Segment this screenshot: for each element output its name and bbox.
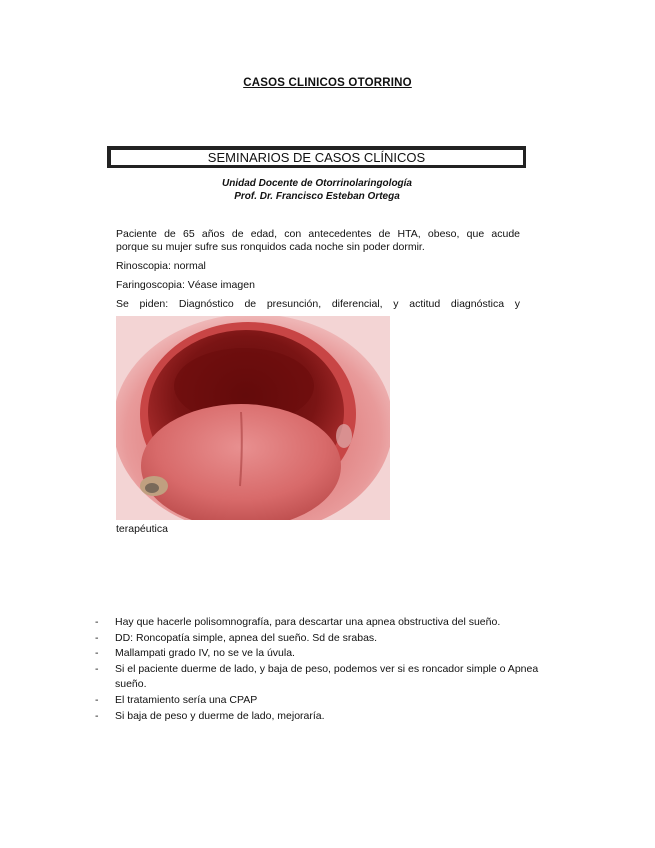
- bullet-dash: -: [95, 709, 99, 722]
- list-item: [93, 662, 563, 693]
- page-title: CASOS CLINICOS OTORRINO: [243, 77, 412, 89]
- finding-text: Si el paciente duerme de lado, y baja de peso, podemos ver si es roncador simple o Apnea sueño.: [115, 662, 539, 691]
- oral-cavity-image: [116, 316, 390, 520]
- list-item: [93, 646, 563, 662]
- findings-list: [93, 615, 563, 724]
- professor-subtitle: Prof. Dr. Francisco Esteban Ortega: [234, 191, 400, 202]
- finding-text: DD: Roncopatía simple, apnea del sueño. Sd de srabas.: [115, 631, 378, 644]
- finding-text: Si baja de peso y duerme de lado, mejoraría.: [115, 709, 325, 722]
- bullet-dash: -: [95, 662, 99, 675]
- seminar-header-box: [107, 146, 526, 168]
- pharyngoscopy-text: Faringoscopia: Véase imagen: [116, 279, 255, 291]
- case-presentation-line2: porque su mujer sufre sus ronquidos cada noche sin poder dormir.: [116, 241, 425, 253]
- unit-subtitle: Unidad Docente de Otorrinolaringología: [221, 178, 412, 189]
- rhinoscopy-text: Rinoscopia: normal: [116, 260, 206, 272]
- seminar-header-text: SEMINARIOS DE CASOS CLÍNICOS: [207, 150, 426, 165]
- finding-text: Mallampati grado IV, no se ve la úvula.: [115, 647, 295, 660]
- finding-text: Hay que hacerle polisomnografía, para descartar una apnea obstructiva del sueño.: [115, 616, 501, 628]
- bullet-dash: -: [95, 631, 99, 644]
- request-line2: terapéutica: [116, 523, 168, 535]
- oral-cavity-photo: [116, 316, 390, 520]
- bullet-dash: -: [95, 693, 99, 706]
- list-item: [93, 693, 563, 709]
- list-item: [93, 709, 563, 725]
- request-line1: Se piden: Diagnóstico de presunción, diferencial, y actitud diagnóstica y: [116, 298, 520, 310]
- bullet-dash: -: [95, 616, 99, 628]
- finding-text: El tratamiento sería una CPAP: [115, 693, 258, 706]
- list-item: [93, 615, 563, 631]
- list-item: [93, 631, 563, 647]
- bullet-dash: -: [95, 647, 99, 660]
- case-presentation-line1: Paciente de 65 años de edad, con antecedentes de HTA, obeso, que acude: [116, 228, 520, 240]
